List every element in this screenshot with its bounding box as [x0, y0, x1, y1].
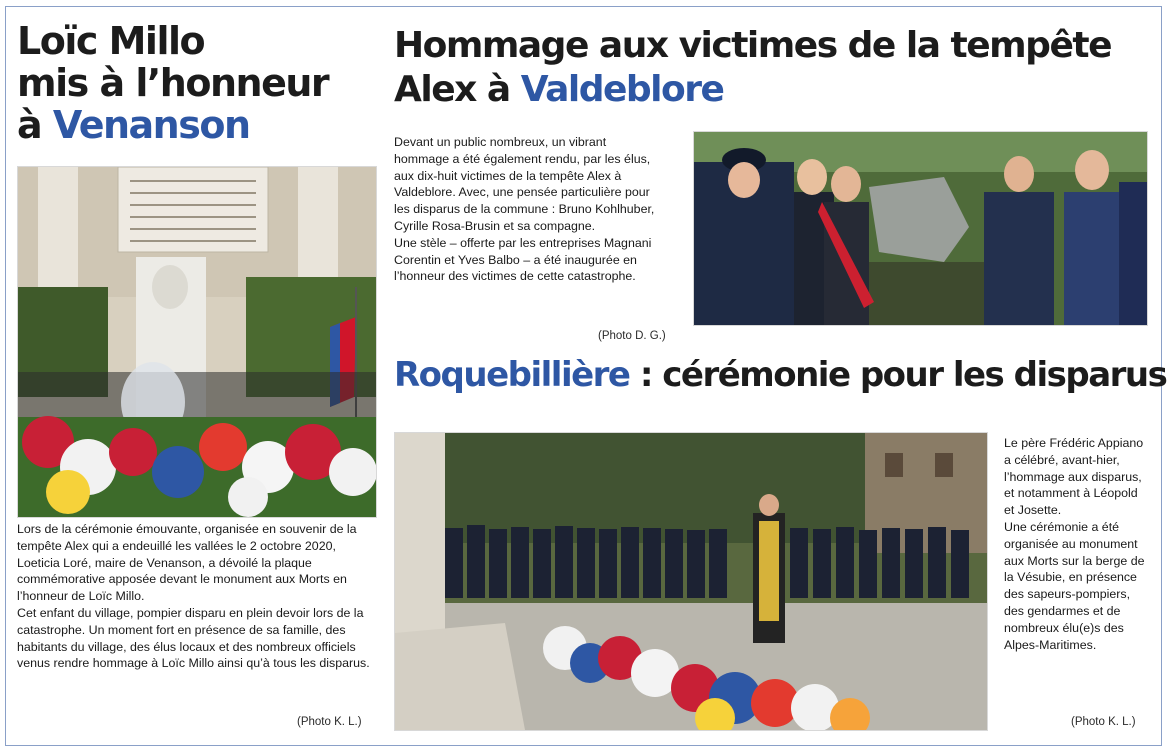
headline-line-1: Loïc Millo [17, 19, 205, 63]
article-valdeblore-text [394, 134, 662, 285]
headline-line-1: Hommage aux victimes de la tempête [394, 25, 1111, 66]
headline-valdeblore [394, 24, 1111, 112]
headline-rest: : cérémonie pour les disparus [629, 355, 1167, 395]
paragraph: Cet enfant du village, pompier disparu en plein devoir lors de la catastrophe. Un moment fort en présence de sa famille, des habitants du village, des élus locaux et des nombreux officiels venus rendre hommage à Loïc Millo ainsi qu’à tous les disparus. [17, 605, 370, 671]
paragraph: Une stèle – offerte par les entreprises Magnani Corentin et Yves Balbo – a été inaugurée en l’honneur des victimes de cette catastrophe. [394, 235, 652, 284]
photo-venanson-monument [17, 166, 377, 518]
paragraph: Une cérémonie a été organisée au monument aux Morts sur la berge de la Vésubie, en présence des sapeurs-pompiers, des gendarmes et de nombreux élu(e)s des Alpes-Maritimes. [1004, 519, 1145, 652]
article-roquebilliere-text [1004, 435, 1150, 653]
photo-credit: (Photo K. L.) [297, 716, 362, 728]
headline-prefix: Alex à [394, 69, 521, 110]
headline-line-2: mis à l’honneur [17, 61, 329, 105]
photo-valdeblore-officials [693, 131, 1148, 326]
headline-venanson [17, 20, 328, 146]
paragraph: Le père Frédéric Appiano a célébré, avant-hier, l’hommage aux disparus, et notamment à Léopold et Josette. [1004, 436, 1144, 518]
headline-place: Valdeblore [520, 69, 724, 110]
headline-place: Roquebillière [394, 355, 630, 395]
paragraph: Devant un public nombreux, un vibrant hommage a été également rendu, par les élus, aux dix-huit victimes de la tempête Alex à Valdeblore. Avec, une pensée particulière pour les disparus de la commune : Bruno Kohlhuber, Cyrille Rosa-Brusin et sa compagne. [394, 135, 655, 233]
headline-place: Venanson [52, 103, 250, 147]
headline-prefix: à [17, 103, 53, 147]
paragraph: Lors de la cérémonie émouvante, organisée en souvenir de la tempête Alex qui a endeuillé les vallées le 2 octobre 2020, Loeticia Loré, maire de Venanson, a dévoilé la plaque commémorative apposée devant le monument aux Morts en l’honneur de Loïc Millo. [17, 522, 357, 604]
photo-credit: (Photo D. G.) [598, 330, 666, 342]
article-venanson-text [17, 521, 377, 672]
headline-roquebilliere [394, 355, 1166, 395]
photo-roquebilliere-ceremony [394, 432, 988, 731]
photo-credit: (Photo K. L.) [1071, 716, 1136, 728]
